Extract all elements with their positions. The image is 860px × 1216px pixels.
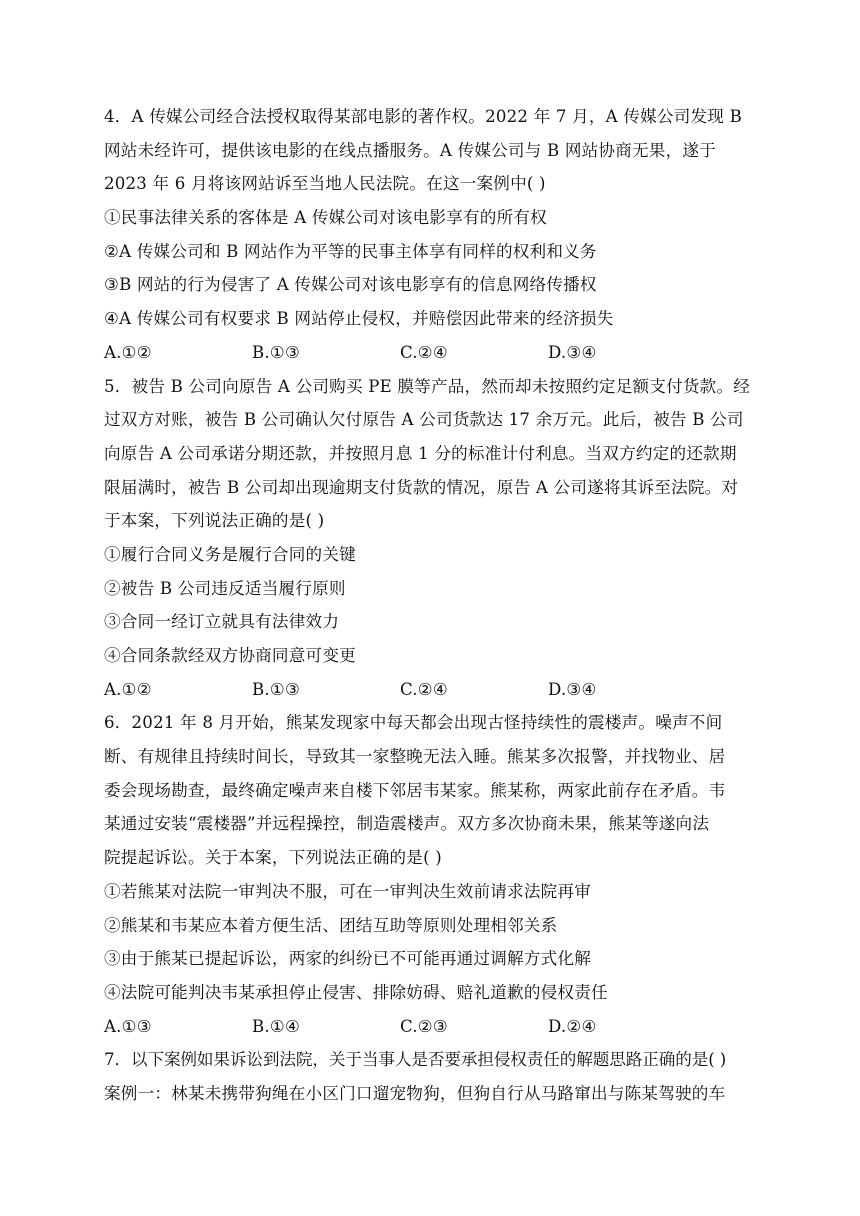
question-4-statement-1: ①民事法律关系的客体是 A 传媒公司对该电影享有的所有权 xyxy=(104,208,547,228)
question-4-option-d: D.③④ xyxy=(548,342,597,362)
question-5-statement-4: ④合同条款经双方协商同意可变更 xyxy=(104,646,356,665)
question-7-case-1-line-1: 案例一：林某未携带狗绳在小区门口遛宠物狗，但狗自行从马路窜出与陈某驾驶的车 xyxy=(104,1083,726,1103)
question-4-options xyxy=(104,336,784,370)
question-6 xyxy=(104,706,784,1043)
question-4-option-b: B.①③ xyxy=(252,342,301,362)
question-4-stem-line-1: 4．A 传媒公司经合法授权取得某部电影的著作权。2022 年 7 月，A 传媒公司发现 B xyxy=(104,107,742,126)
question-5-stem-line-5: 于本案，下列说法正确的是( ) xyxy=(104,511,325,531)
question-4-option-c: C.②④ xyxy=(400,342,448,362)
question-5-option-b: B.①③ xyxy=(252,679,301,699)
question-4 xyxy=(104,100,784,370)
question-5-stem-line-3: 向原告 A 公司承诺分期还款，并按照月息 1 分的标准计付利息。当双方约定的还款期 xyxy=(104,443,737,463)
question-6-statement-2: ②熊某和韦某应本着方便生活、团结互助等原则处理相邻关系 xyxy=(104,915,558,935)
question-5-stem-line-4: 限届满时，被告 B 公司却出现逾期支付货款的情况，原告 A 公司遂将其诉至法院。对 xyxy=(104,477,739,497)
question-4-option-a: A.①② xyxy=(104,342,152,362)
question-6-statement-1: ①若熊某对法院一审判决不服，可在一审判决生效前请求法院再审 xyxy=(104,881,592,901)
question-5-statement-2: ②被告 B 公司违反适当履行原则 xyxy=(104,578,346,598)
question-6-option-a: A.①③ xyxy=(104,1016,152,1036)
question-6-option-d: D.②④ xyxy=(548,1016,597,1036)
question-6-options xyxy=(104,1010,784,1044)
question-5-option-d: D.③④ xyxy=(548,679,597,699)
question-5-stem-line-2: 过双方对账，被告 B 公司确认欠付原告 A 公司货款达 17 余万元。此后，被告 B 公司 xyxy=(104,410,744,430)
question-4-stem-line-3: 2023 年 6 月将该网站诉至当地人民法院。在这一案例中( ) xyxy=(104,174,546,194)
question-4-stem-line-2: 网站未经许可，提供该电影的在线点播服务。A 传媒公司与 B 网站协商无果，遂于 xyxy=(104,140,716,160)
question-6-stem-line-5: 院提起诉讼。关于本案，下列说法正确的是( ) xyxy=(104,848,442,868)
question-6-statement-4: ④法院可能判决韦某承担停止侵害、排除妨碍、赔礼道歉的侵权责任 xyxy=(104,982,608,1002)
question-6-option-b: B.①④ xyxy=(252,1016,301,1036)
question-5-stem-line-1: 5．被告 B 公司向原告 A 公司购买 PE 膜等产品，然而却未按照约定足额支付货款。经 xyxy=(104,376,751,396)
question-5-options xyxy=(104,673,784,707)
document-page xyxy=(104,100,784,1111)
question-5-option-a: A.①② xyxy=(104,679,152,699)
question-7 xyxy=(104,1043,784,1110)
question-6-stem-line-4: 某通过安装“震楼器”并远程操控，制造震楼声。双方多次协商未果，熊某等遂向法 xyxy=(104,814,710,834)
question-5-option-c: C.②④ xyxy=(400,679,448,699)
question-6-stem-line-3: 委会现场勘查，最终确定噪声来自楼下邻居韦某家。熊某称，两家此前存在矛盾。韦 xyxy=(104,780,726,800)
question-6-statement-3: ③由于熊某已提起诉讼，两家的纠纷已不可能再通过调解方式化解 xyxy=(104,949,592,969)
question-6-stem-line-2: 断、有规律且持续时间长，导致其一家整晚无法入睡。熊某多次报警，并找物业、居 xyxy=(104,747,726,767)
question-5-statement-1: ①履行合同义务是履行合同的关键 xyxy=(104,544,356,564)
question-4-statement-3: ③B 网站的行为侵害了 A 传媒公司对该电影享有的信息网络传播权 xyxy=(104,275,597,295)
question-6-stem-line-1: 6．2021 年 8 月开始，熊某发现家中每天都会出现古怪持续性的震楼声。噪声不间 xyxy=(104,713,723,733)
question-6-option-c: C.②③ xyxy=(400,1016,448,1036)
question-5 xyxy=(104,370,784,707)
question-4-statement-2: ②A 传媒公司和 B 网站作为平等的民事主体享有同样的权利和义务 xyxy=(104,241,597,261)
question-5-statement-3: ③合同一经订立就具有法律效力 xyxy=(104,612,340,632)
question-7-stem-line-1: 7．以下案例如果诉讼到法院，关于当事人是否要承担侵权责任的解题思路正确的是( ) xyxy=(104,1050,727,1070)
question-4-statement-4: ④A 传媒公司有权要求 B 网站停止侵权，并赔偿因此带来的经济损失 xyxy=(104,309,614,329)
